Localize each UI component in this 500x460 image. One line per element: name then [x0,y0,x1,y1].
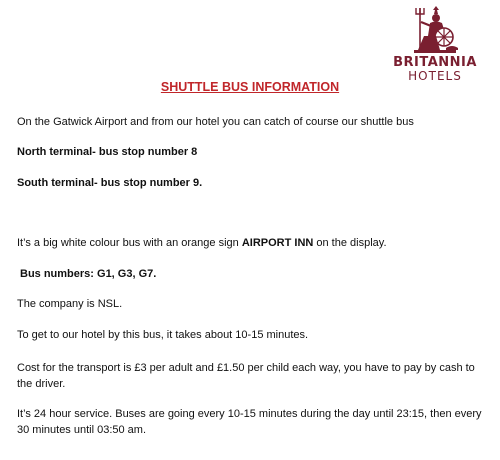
travel-time-line: To get to our hotel by this bus, it takes about 10-15 minutes. [17,329,309,341]
bus-description-paragraph [17,235,487,251]
company-line: The company is NSL. [17,298,123,310]
britannia-figure-icon [406,4,464,56]
south-terminal-line: South terminal- bus stop number 9. [17,177,203,189]
logo-subtitle: HOTELS [408,69,462,83]
bus-sign-name: AIRPORT INN [241,237,314,249]
britannia-logo [382,4,488,84]
north-terminal-line: North terminal- bus stop number 8 [17,146,198,158]
document-title: SHUTTLE BUS INFORMATION [160,80,340,94]
service-paragraph: It’s 24 hour service. Buses are going every 10-15 minutes during the day until 23:15, then every 30 minutes until 03:50 am. [17,408,482,436]
intro-paragraph: On the Gatwick Airport and from our hotel you can catch of course our shuttle bus [17,116,414,128]
bus-numbers-line: Bus numbers: G1, G3, G7. [20,268,157,280]
bus-description-end: on the display. [313,237,387,249]
bus-description-text: It’s a big white colour bus with an orange sign [17,237,242,249]
logo-name: BRITANNIA [393,55,477,70]
cost-paragraph: Cost for the transport is £3 per adult and £1.50 per child each way, you have to pay by cash to the driver. [17,362,475,390]
